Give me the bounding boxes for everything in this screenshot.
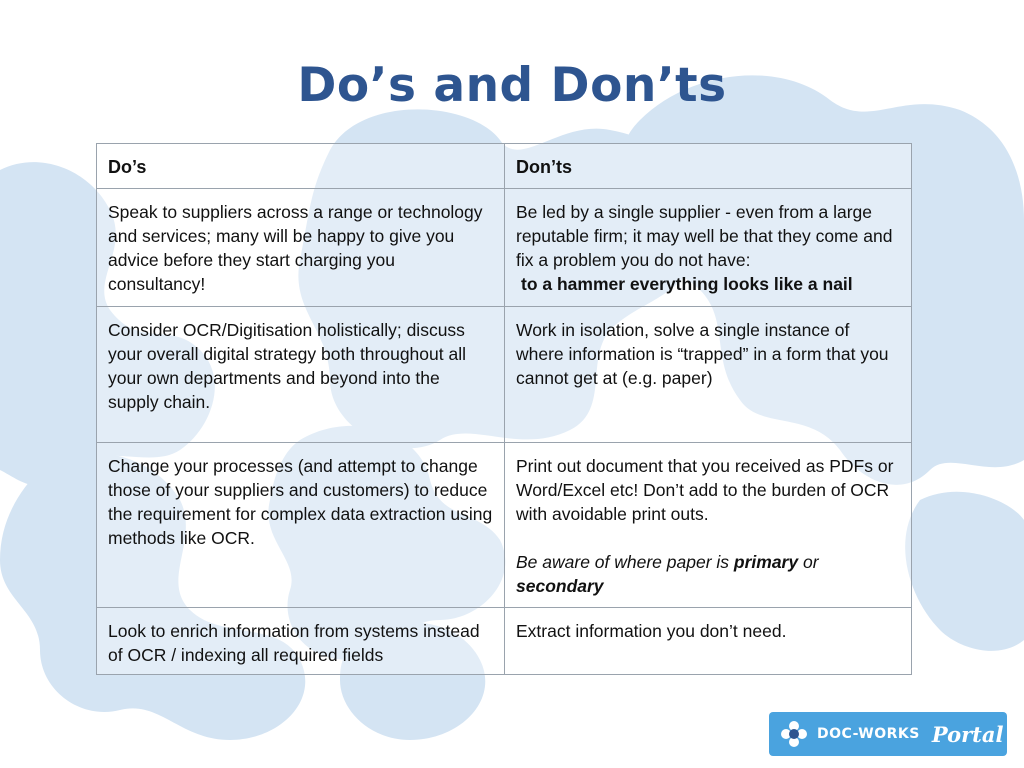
table-row xyxy=(97,189,912,307)
dont-text: Extract information you don’t need. xyxy=(516,621,787,641)
do-text: Look to enrich information from systems instead of OCR / indexing all required fields xyxy=(108,621,480,665)
dont-cell xyxy=(505,189,912,307)
header-dos: Do’s xyxy=(97,144,505,189)
puzzle-flower-icon xyxy=(779,719,809,749)
note-or: or xyxy=(798,552,819,572)
dos-and-donts-table xyxy=(96,143,912,675)
do-text: Speak to suppliers across a range or technology and services; many will be happy to give you advice before they start charging you consultancy! xyxy=(108,202,483,294)
note-prefix: Be aware of where paper is xyxy=(516,552,734,572)
table-row xyxy=(97,307,912,443)
table-header-row xyxy=(97,144,912,189)
dont-text: Print out document that you received as PDFs or Word/Excel etc! Don’t add to the burden of OCR with avoidable print outs. xyxy=(516,456,894,524)
dont-cell xyxy=(505,443,912,608)
note-secondary: secondary xyxy=(516,576,604,596)
logo-text: DOC-WORKS xyxy=(817,726,920,742)
page-title: Do’s and Don’ts xyxy=(297,58,727,113)
note-primary: primary xyxy=(733,552,799,572)
do-cell xyxy=(97,307,505,443)
table-row xyxy=(97,443,912,608)
table-row xyxy=(97,608,912,675)
logo-script: Portal xyxy=(931,721,1004,747)
do-text: Consider OCR/Digitisation holistically; discuss your overall digital strategy both throughout all your own departments and beyond into the supply chain. xyxy=(108,320,466,412)
do-text: Change your processes (and attempt to change those of your suppliers and customers) to reduce the requirement for complex data extraction using methods like OCR. xyxy=(108,456,493,548)
dont-emphasis: to a hammer everything looks like a nail xyxy=(521,274,853,294)
doc-works-portal-logo xyxy=(769,712,1007,756)
header-donts: Don’ts xyxy=(505,144,912,189)
do-cell xyxy=(97,608,505,675)
dont-text: Work in isolation, solve a single instance of where information is “trapped” in a form that you cannot get at (e.g. paper) xyxy=(516,320,889,388)
dont-cell xyxy=(505,608,912,675)
dont-text: Be led by a single supplier - even from a large reputable firm; it may well be that they come and fix a problem you do not have: xyxy=(516,202,893,270)
do-cell xyxy=(97,443,505,608)
dont-cell xyxy=(505,307,912,443)
do-cell xyxy=(97,189,505,307)
paper-note xyxy=(516,550,900,598)
